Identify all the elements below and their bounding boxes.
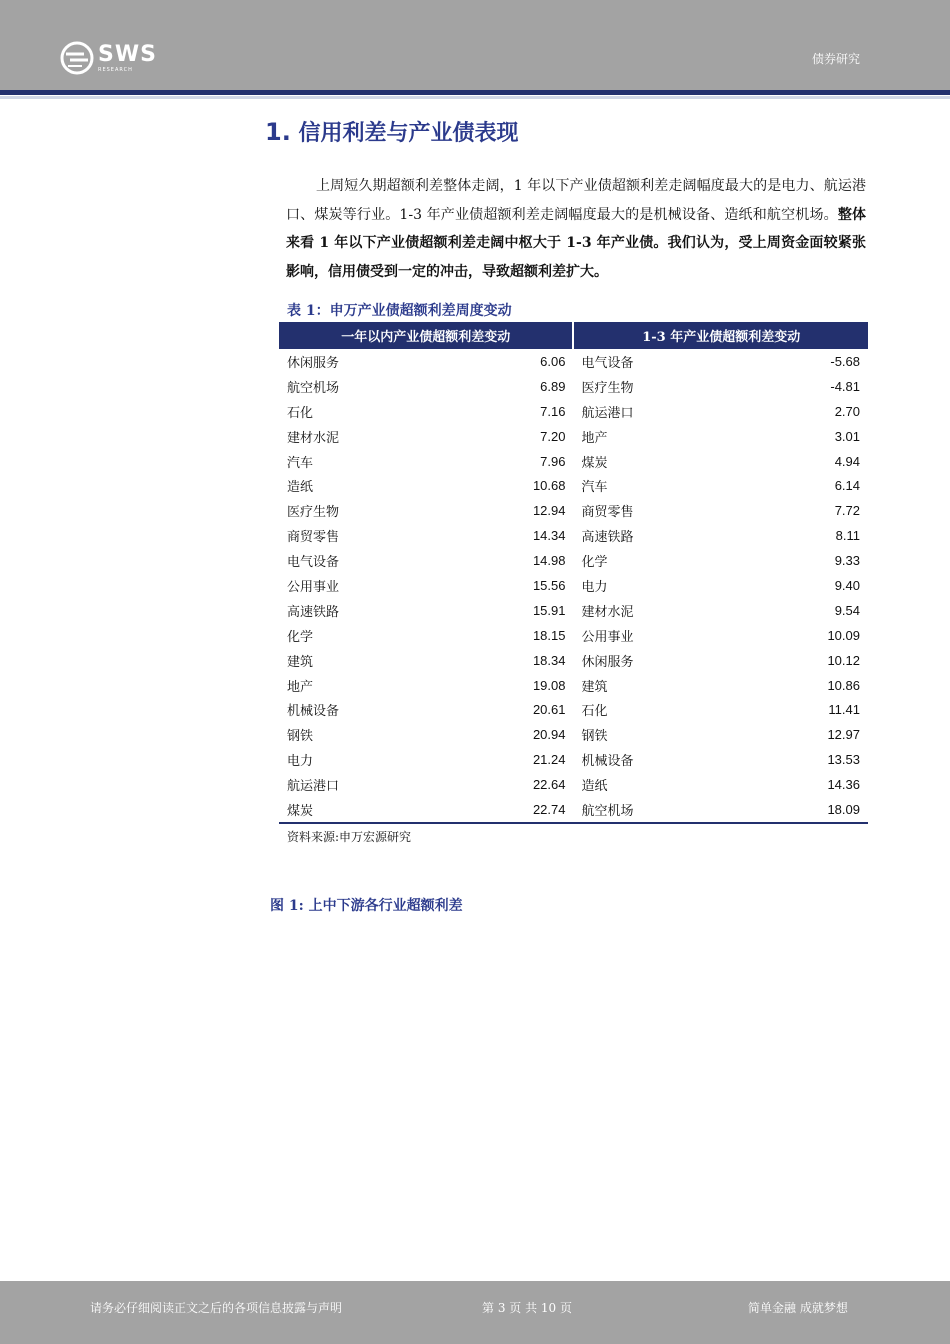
footer-slogan: 简单金融 成就梦想	[748, 1301, 848, 1315]
spread-under-1y: 12.94	[532, 503, 566, 519]
industry-1-3y: 建筑	[581, 679, 608, 695]
page-number: 第 3 页 共 10 页	[482, 1301, 572, 1315]
spread-1-3y: -5.68	[830, 353, 860, 369]
industry-under-1y: 建筑	[287, 654, 314, 670]
industry-under-1y: 休闲服务	[287, 355, 340, 371]
industry-1-3y: 钢铁	[581, 729, 608, 745]
spread-under-1y: 18.34	[532, 652, 566, 668]
industry-under-1y: 高速铁路	[287, 604, 340, 620]
table-row	[279, 449, 868, 474]
logo-subtext: RESEARCH	[98, 66, 133, 73]
industry-1-3y: 医疗生物	[581, 380, 634, 396]
industry-under-1y: 化学	[287, 629, 314, 645]
table-row	[279, 648, 868, 673]
industry-1-3y: 机械设备	[581, 754, 634, 770]
spread-1-3y: -4.81	[830, 378, 860, 394]
spread-under-1y: 19.08	[532, 677, 566, 693]
spread-1-3y: 8.11	[835, 528, 860, 544]
spread-under-1y: 22.64	[532, 777, 566, 793]
table-row	[279, 772, 868, 797]
table-row	[279, 673, 868, 698]
sws-logo	[60, 38, 157, 78]
industry-1-3y: 航空机场	[573, 797, 715, 823]
industry-under-1y: 医疗生物	[287, 505, 340, 521]
industry-under-1y: 造纸	[287, 480, 314, 496]
table-row	[279, 722, 868, 747]
industry-under-1y: 建材水泥	[287, 430, 340, 446]
spread-1-3y: 3.01	[834, 428, 860, 444]
spread-under-1y: 7.16	[540, 403, 566, 419]
industry-1-3y: 公用事业	[581, 629, 634, 645]
industry-under-1y: 煤炭	[279, 797, 421, 823]
spread-1-3y: 9.40	[834, 577, 860, 593]
spread-1-3y: 13.53	[827, 752, 860, 768]
industry-1-3y: 航运港口	[581, 405, 634, 421]
table-row	[279, 498, 868, 523]
footer-disclaimer: 请务必仔细阅读正文之后的各项信息披露与声明	[90, 1301, 343, 1315]
spread-1-3y: 10.12	[827, 652, 860, 668]
spread-1-3y: 14.36	[827, 777, 860, 793]
table-row	[279, 797, 868, 823]
table-row	[279, 747, 868, 772]
spread-under-1y: 10.68	[532, 478, 566, 494]
industry-under-1y: 机械设备	[287, 704, 340, 720]
industry-1-3y: 造纸	[581, 779, 608, 795]
table-row	[279, 374, 868, 399]
industry-under-1y: 航空机场	[287, 380, 340, 396]
report-category: 债券研究	[811, 52, 860, 66]
spread-under-1y: 6.89	[540, 378, 566, 394]
industry-under-1y: 电力	[287, 754, 314, 770]
table-header-row	[279, 322, 868, 349]
paragraph-bold-text: 整体来看 1 年以下产业债超额利差走阔中枢大于 1-3 年产业债。我们认为，受上周资金面较紧张影响，信用债受到一定的冲击，导致超额利差扩大。	[286, 206, 867, 280]
industry-under-1y: 航运港口	[287, 779, 340, 795]
spread-under-1y: 18.15	[532, 627, 566, 643]
spread-1-3y: 9.33	[834, 553, 860, 569]
spread-under-1y: 14.34	[532, 528, 566, 544]
spread-under-1y: 22.74	[421, 797, 573, 823]
header-under-1y: 一年以内产业债超额利差变动	[279, 322, 573, 349]
section-title-text: 信用利差与产业债表现	[298, 121, 519, 146]
industry-under-1y: 钢铁	[287, 729, 314, 745]
industry-under-1y: 商贸零售	[287, 530, 340, 546]
spread-under-1y: 21.24	[532, 752, 566, 768]
spread-1-3y: 9.54	[834, 602, 860, 618]
logo-wordmark: SWS	[98, 41, 157, 67]
sws-logo-icon	[60, 41, 94, 75]
spread-1-3y: 10.09	[827, 627, 860, 643]
figure-caption: 图 1: 上中下游各行业超额利差	[270, 898, 463, 914]
industry-1-3y: 电气设备	[581, 355, 634, 371]
spread-1-3y: 6.14	[834, 478, 860, 494]
industry-under-1y: 汽车	[287, 455, 314, 471]
table-caption: 表 1：申万产业债超额利差周度变动	[287, 303, 512, 319]
spread-1-3y: 10.86	[827, 677, 860, 693]
table-source: 资料来源:申万宏源研究	[287, 830, 412, 844]
section-number: 1.	[265, 118, 291, 146]
table-row	[279, 424, 868, 449]
paragraph-text: 上周短久期超额利差整体走阔，1 年以下产业债超额利差走阔幅度最大的是电力、航运港口、煤炭等行业。1-3 年产业债超额利差走阔幅度最大的是机械设备、造纸和航空机场。	[286, 178, 866, 223]
spread-under-1y: 7.20	[540, 428, 566, 444]
header-rule-light	[0, 96, 950, 99]
table-row	[279, 548, 868, 573]
table-row	[279, 473, 868, 498]
header-rule	[0, 90, 950, 95]
spread-1-3y: 18.09	[716, 797, 868, 823]
industry-under-1y: 地产	[287, 679, 314, 695]
spread-1-3y: 2.70	[834, 403, 860, 419]
spread-under-1y: 15.91	[532, 602, 566, 618]
spread-1-3y: 4.94	[834, 453, 860, 469]
industry-1-3y: 高速铁路	[581, 530, 634, 546]
spread-table	[279, 322, 868, 824]
industry-1-3y: 煤炭	[581, 455, 608, 471]
industry-under-1y: 公用事业	[287, 579, 340, 595]
table-row	[279, 623, 868, 648]
table-row	[279, 349, 868, 374]
industry-1-3y: 休闲服务	[581, 654, 634, 670]
industry-1-3y: 建材水泥	[581, 604, 634, 620]
table-row	[279, 573, 868, 598]
spread-under-1y: 15.56	[532, 577, 566, 593]
table-row	[279, 697, 868, 722]
spread-under-1y: 20.94	[532, 727, 566, 743]
body-paragraph	[286, 172, 866, 286]
header-1-3y: 1-3 年产业债超额利差变动	[573, 322, 868, 349]
industry-under-1y: 石化	[287, 405, 314, 421]
industry-1-3y: 汽车	[581, 480, 608, 496]
spread-under-1y: 7.96	[540, 453, 566, 469]
spread-1-3y: 7.72	[834, 503, 860, 519]
industry-1-3y: 化学	[581, 555, 608, 571]
industry-1-3y: 石化	[581, 704, 608, 720]
table-row	[279, 598, 868, 623]
industry-1-3y: 商贸零售	[581, 505, 634, 521]
industry-1-3y: 地产	[581, 430, 608, 446]
spread-under-1y: 20.61	[532, 702, 566, 718]
spread-under-1y: 14.98	[532, 553, 566, 569]
spread-1-3y: 11.41	[828, 702, 860, 718]
spread-under-1y: 6.06	[540, 353, 566, 369]
industry-1-3y: 电力	[581, 579, 608, 595]
table-row	[279, 523, 868, 548]
industry-under-1y: 电气设备	[287, 555, 340, 571]
spread-1-3y: 12.97	[827, 727, 860, 743]
table-row	[279, 399, 868, 424]
section-title	[265, 116, 519, 147]
